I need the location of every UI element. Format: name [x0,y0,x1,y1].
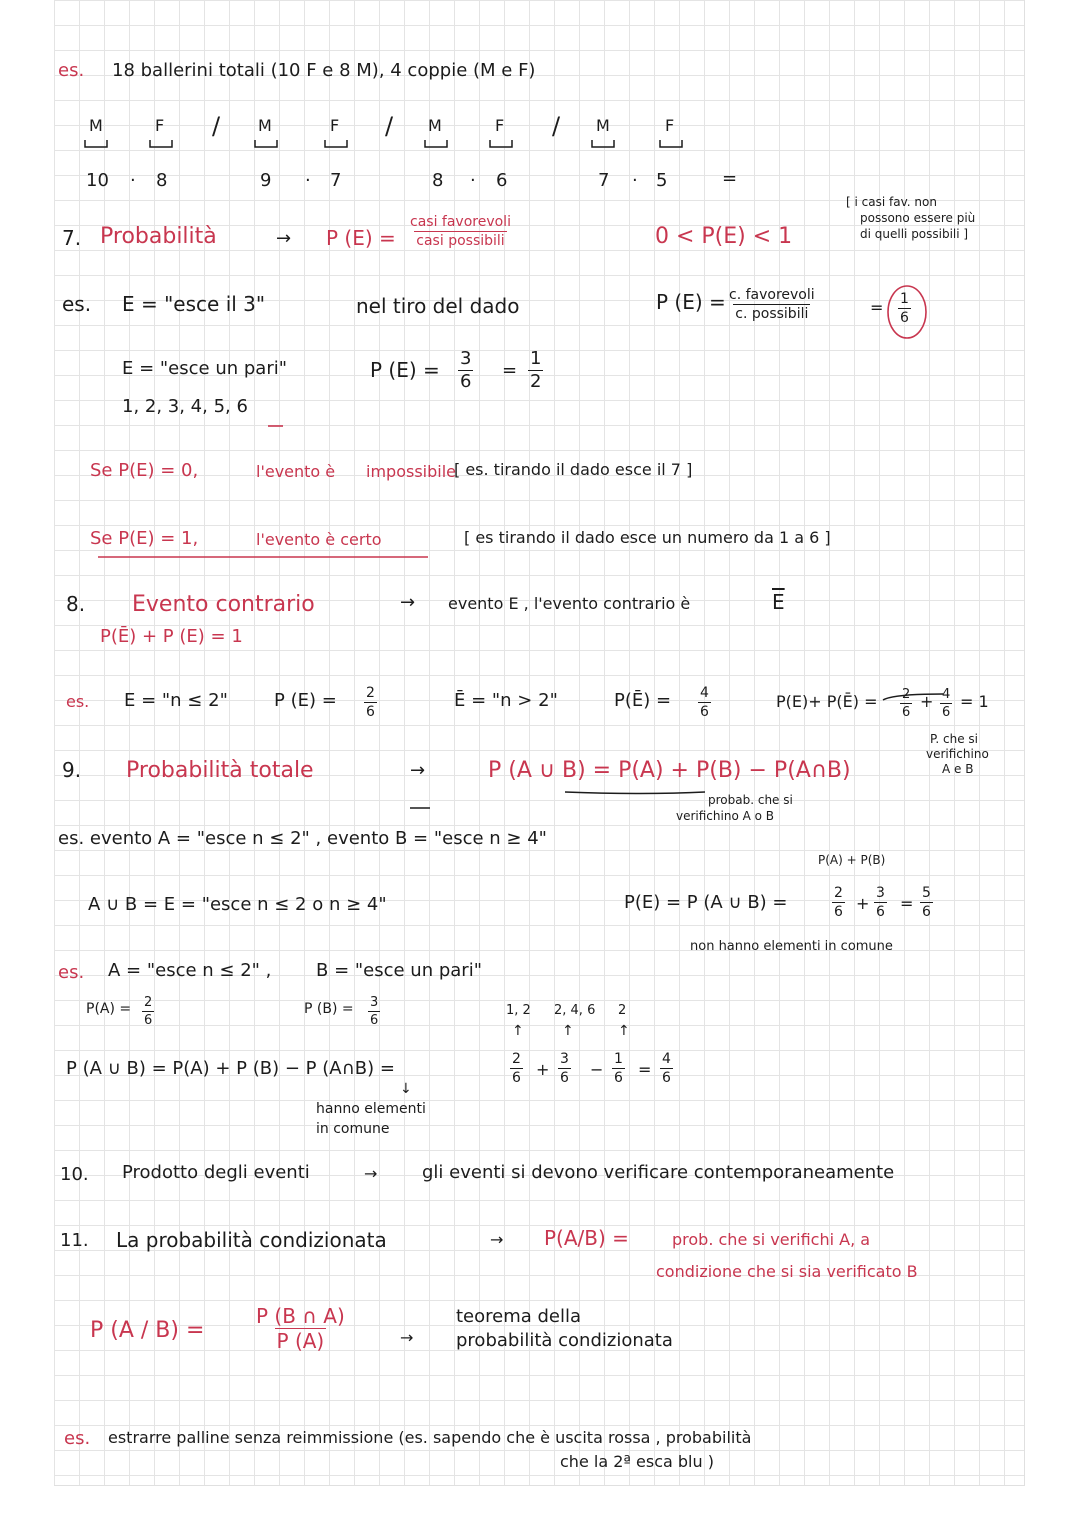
fraction [368,996,380,1027]
rule-certain: Se P(E) = 1, [90,528,199,549]
pair-f: F [665,116,675,135]
equals: = [870,298,884,317]
numerator: 4 [662,1051,671,1067]
pair-m: M [258,116,272,135]
arrow-icon: → [400,592,416,613]
event-context: nel tiro del dado [356,294,520,318]
arrow-icon: → [400,1328,414,1347]
fraction [142,996,154,1027]
event-definition: Ē = "n > 2" [454,690,558,711]
fraction [920,886,933,919]
numerator: 1 [614,1051,623,1067]
section-number: 9. [62,758,82,782]
probability-formula: P(A) = [86,1001,132,1017]
denominator: 6 [614,1070,623,1086]
section-title: Probabilità [100,224,217,249]
note: hanno elementi [316,1101,426,1117]
numerator: 3 [460,348,472,369]
times: · [130,170,136,191]
arrow-icon: → [410,760,426,781]
section-title: Probabilità totale [126,758,314,783]
minus: − [590,1060,604,1079]
numerator: 2 [366,685,375,701]
numerator: 5 [922,885,931,901]
denominator: 6 [902,705,911,720]
event-definition: E = "n ≤ 2" [124,690,228,711]
down-arrow-icon: ↓ [400,1081,412,1097]
numerator: 3 [876,885,885,901]
denominator: casi possibili [416,233,505,249]
denominator: 6 [942,705,951,720]
pair-value: 10 [86,170,109,191]
probability-formula: P (E) = [656,290,726,314]
numerator: 4 [700,685,709,701]
section-text: gli eventi si devono verificare contemporaneamente [422,1162,895,1183]
numerator: 3 [560,1051,569,1067]
equals: = [638,1060,652,1079]
pair-f: F [495,116,505,135]
fraction [832,886,845,919]
pair-f: F [330,116,340,135]
section-title: Evento contrario [132,592,315,617]
denominator: 6 [144,1013,153,1028]
up-arrow-icon: ↑ [562,1023,574,1039]
definition: prob. che si verifichi A, a [672,1230,871,1249]
fraction [558,1052,571,1085]
denominator: 6 [512,1070,521,1086]
note: non hanno elementi in comune [690,939,893,954]
result: = 1 [960,692,989,711]
example-events: es. evento A = "esce n ≤ 2" , evento B = "esce n ≥ 4" [58,828,547,849]
denominator: 6 [366,704,375,720]
rule-example: [ es tirando il dado esce un numero da 1 a 6 ] [464,528,831,547]
section-title: Prodotto degli eventi [122,1162,310,1183]
rule-text: l'evento è certo [256,530,382,549]
arrow-icon: → [490,1230,504,1249]
numerator: 2 [902,687,911,702]
fraction [940,688,952,719]
theorem-name: teorema della [456,1306,582,1327]
arrow-icon: → [276,228,292,249]
example-label: es. [64,1428,91,1449]
example-label: es. [58,962,85,983]
up-arrow-icon: ↑ [618,1023,630,1039]
denominator: 2 [530,371,542,392]
rule-example: [ es. tirando il dado esce il 7 ] [454,460,693,479]
probability-formula: P (E) = [326,226,396,250]
theorem-name: probabilità condizionata [456,1330,673,1351]
denominator: P (A) [276,1329,325,1353]
pair-m: M [89,116,103,135]
numerator: 3 [370,995,379,1010]
fraction [408,215,513,248]
event-definition: E = "esce il 3" [122,292,266,316]
denominator: 6 [900,310,909,326]
times: · [632,170,638,191]
event-definition: B = "esce un pari" [316,960,482,981]
numerator: P (B ∩ A) [256,1304,345,1328]
plus: + [536,1060,550,1079]
fraction [458,350,473,391]
denominator: 6 [460,371,472,392]
pair-value: 8 [156,170,168,191]
section-text: evento E , l'evento contrario è [448,594,691,613]
event-definition: A = "esce n ≤ 2" , [108,960,272,981]
denominator: 6 [560,1070,569,1086]
fraction [612,1052,625,1085]
fraction [528,350,543,391]
pair-value: 8 [432,170,444,191]
numerator: 2 [512,1051,521,1067]
pair-value: 7 [598,170,610,191]
fraction [254,1306,347,1351]
label: P(A) + P(B) [818,853,886,867]
complement-formula: P(Ē) + P (E) = 1 [100,626,243,647]
denominator: 6 [834,904,843,920]
fraction [698,686,711,719]
section-number: 11. [60,1230,89,1251]
outcomes: 2 [618,1003,627,1018]
section-title: La probabilità condizionata [116,1228,387,1252]
outcomes: 1, 2 [506,1003,531,1018]
fraction [510,1052,523,1085]
numerator: casi favorevoli [410,214,511,230]
note: P. che si [930,732,978,746]
example-label: es. [62,292,92,316]
outcomes: 2, 4, 6 [554,1003,596,1018]
numerator: 1 [900,291,909,307]
numerator: 2 [144,995,153,1010]
fraction [660,1052,673,1085]
probability-formula: P(E) = P (A ∪ B) = [624,892,788,913]
equals: = [722,168,738,189]
equals: = [502,360,518,381]
side-note: possono essere più [860,211,976,225]
pair-m: M [428,116,442,135]
complement-symbol: $\overline{E}$ [772,590,785,614]
denominator: 6 [922,904,931,920]
probability-formula: P (E) = [370,358,440,382]
up-arrow-icon: ↑ [512,1023,524,1039]
pair-value: 9 [260,170,272,191]
union-formula: P (A ∪ B) = P(A) + P (B) − P (A∩B) = [66,1058,395,1079]
numerator: c. favorevoli [729,287,815,303]
definition: condizione che si sia verificato B [656,1262,918,1281]
dancers-problem: 18 ballerini totali (10 F e 8 M), 4 coppie (M e F) [112,60,536,81]
denominator: 6 [700,704,709,720]
outcome-list: 1, 2, 3, 4, 5, 6 [122,396,248,417]
numerator: 2 [834,885,843,901]
denominator: 6 [370,1013,379,1028]
plus: + [856,894,870,913]
denominator: c. possibili [735,306,809,322]
total-probability-formula: P (A ∪ B) = P(A) + P(B) − P(A∩B) [488,758,851,783]
conditional-theorem: P (A / B) = [90,1318,205,1343]
separator: / [552,112,561,140]
pair-value: 5 [656,170,668,191]
probability-formula: P(Ē) = [614,690,672,711]
event-definition: E = "esce un pari" [122,358,287,379]
fraction [874,886,887,919]
conditional-formula: P(A/B) = [544,1226,629,1250]
probability-formula: P (E) = [274,690,337,711]
arrow-icon: → [364,1164,378,1183]
probability-range: 0 < P(E) < 1 [655,224,793,249]
note: in comune [316,1121,390,1137]
fraction [898,292,911,325]
union-event: A ∪ B = E = "esce n ≤ 2 o n ≥ 4" [88,894,387,915]
section-number: 10. [60,1164,89,1185]
side-note: [ i casi fav. non [846,195,937,209]
pair-value: 7 [330,170,342,191]
rule-text: impossibile [366,462,456,481]
pair-value: 6 [496,170,508,191]
plus: + [920,692,934,711]
denominator: 6 [662,1070,671,1086]
note: verifichino [926,747,989,761]
section-number: 8. [66,592,86,616]
pair-m: M [596,116,610,135]
probability-formula: P (B) = [304,1001,354,1017]
rule-impossible: Se P(E) = 0, [90,460,199,481]
denominator: 6 [876,904,885,920]
section-number: 7. [62,226,82,250]
fraction [364,686,377,719]
sum-formula: P(E)+ P(Ē) = [776,692,878,711]
equals: = [900,894,914,913]
note: probab. che si [708,793,793,807]
rule-text: l'evento è [256,462,336,481]
times: · [470,170,476,191]
fraction [900,688,912,719]
note: A e B [942,762,974,776]
example-text: che la 2ª esca blu ) [560,1452,714,1471]
separator: / [212,112,221,140]
times: · [305,170,311,191]
example-label: es. [58,60,85,81]
numerator: 4 [942,687,951,702]
fraction [727,288,817,321]
numerator: 1 [530,348,542,369]
side-note: di quelli possibili ] [860,227,969,241]
example-text: estrarre palline senza reimmissione (es. sapendo che è uscita rossa , probabilità [108,1428,752,1447]
pair-f: F [155,116,165,135]
note: verifichino A o B [676,809,775,823]
example-label: es. [66,692,90,711]
separator: / [385,112,394,140]
